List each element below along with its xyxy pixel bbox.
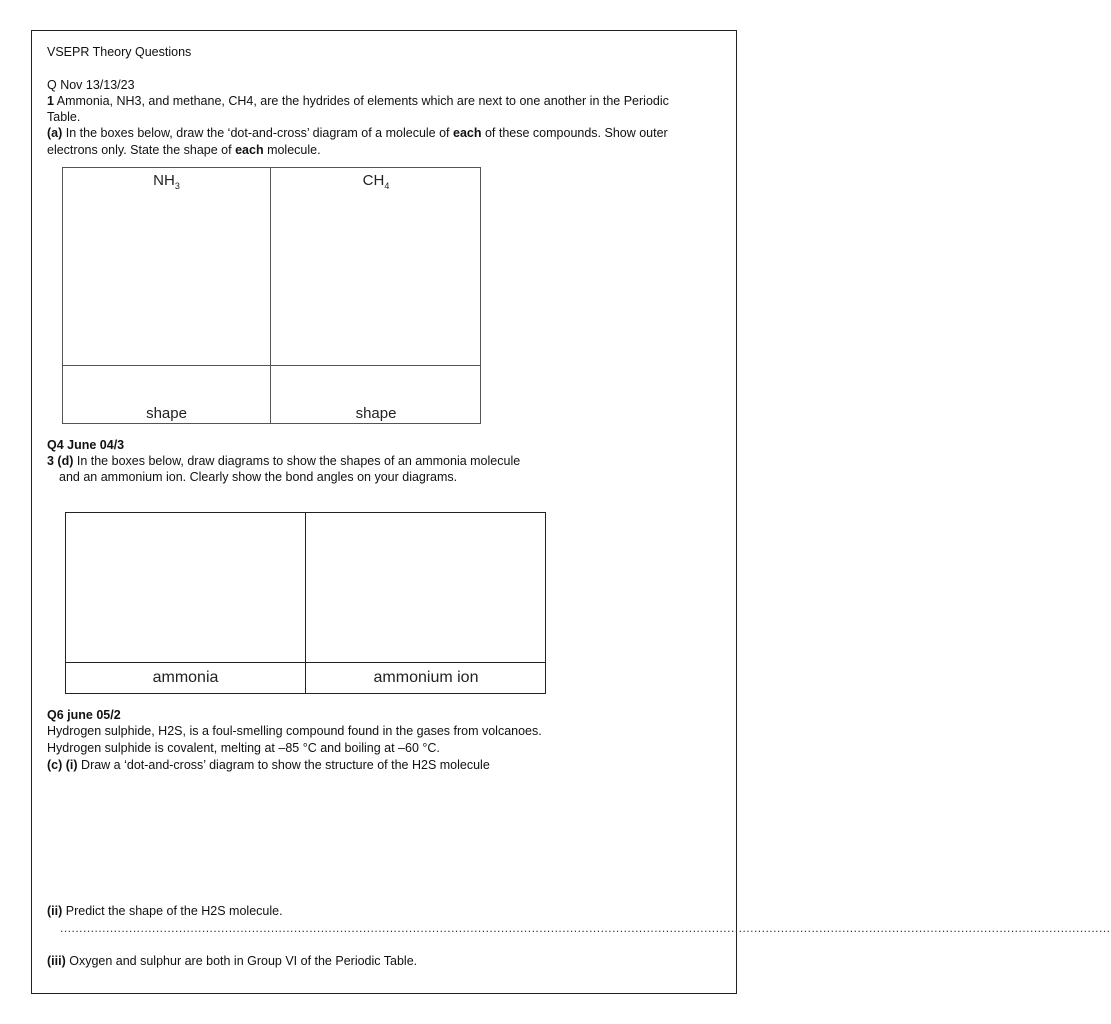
ch4-drawing-box[interactable] <box>271 168 481 365</box>
part-a-text: In the boxes below, draw the ‘dot-and-cross’ diagram of a molecule of <box>62 126 453 140</box>
ammonium-ion-label: ammonium ion <box>373 669 479 686</box>
question-6-part-ii <box>47 903 283 919</box>
ammonium-drawing-box[interactable] <box>306 513 546 662</box>
answer-dotted-line[interactable]: .................................................................................................................................................................................................................................................................................. <box>60 921 1111 935</box>
question-6-line-1: Hydrogen sulphide, H2S, is a foul-smelling compound found in the gases from volcanoes. <box>47 724 542 738</box>
question-4-part-label: 3 (d) <box>47 454 74 468</box>
part-a-text-end: molecule. <box>263 143 321 157</box>
part-a-text-cont: of these compounds. Show outer <box>481 126 668 140</box>
ammonia-drawing-box[interactable] <box>66 513 305 662</box>
part-ii-label: (ii) <box>47 904 63 918</box>
question-1-line-2: Table. <box>47 110 81 124</box>
question-1-text: Ammonia, NH3, and methane, CH4, are the hydrides of elements which are next to one another in the Periodic <box>53 94 669 108</box>
part-a-emphasis-2: each <box>235 143 264 157</box>
question-1a-line-1 <box>47 125 668 141</box>
ch4-formula: CH <box>362 172 385 189</box>
question-6-part-iii <box>47 953 417 969</box>
nh3-column-header <box>63 172 270 191</box>
nh3-shape-label: shape <box>146 405 187 422</box>
ch4-shape-label: shape <box>355 405 397 422</box>
question-4-reference: Q4 June 04/3 <box>47 438 125 452</box>
worksheet-title: VSEPR Theory Questions <box>47 45 192 59</box>
question-1-number: 1 <box>47 94 54 108</box>
part-a-label: (a) <box>47 126 63 140</box>
nh3-subscript: 3 <box>174 181 180 191</box>
question-1-reference: Q Nov 13/13/23 <box>47 78 135 92</box>
question-6-part-c-i <box>47 757 490 773</box>
question-4-line-2: and an ammonium ion. Clearly show the bond angles on your diagrams. <box>59 470 458 484</box>
part-ii-text: Predict the shape of the H2S molecule. <box>62 904 283 918</box>
part-a-text-line2: electrons only. State the shape of <box>47 143 236 157</box>
nh3-drawing-box[interactable] <box>63 168 270 365</box>
question-6-reference: Q6 june 05/2 <box>47 708 121 722</box>
ch4-subscript: 4 <box>384 181 390 191</box>
question-4-text: In the boxes below, draw diagrams to show the shapes of an ammonia molecule <box>73 454 521 468</box>
table-divider-horizontal <box>66 662 546 663</box>
question-1-line-1 <box>47 93 669 109</box>
part-a-emphasis: each <box>453 126 482 140</box>
shapes-answer-table <box>65 512 546 694</box>
part-iii-label: (iii) <box>47 954 66 968</box>
ch4-column-header <box>271 172 481 191</box>
question-4-line-1 <box>47 453 520 469</box>
question-6-line-2: Hydrogen sulphide is covalent, melting at –85 °C and boiling at –60 °C. <box>47 741 440 755</box>
part-c-i-text: Draw a ‘dot-and-cross’ diagram to show the structure of the H2S molecule <box>77 758 490 772</box>
part-c-i-label: (c) (i) <box>47 758 78 772</box>
question-1a-line-2 <box>47 142 321 158</box>
nh3-formula: NH <box>153 172 175 189</box>
part-iii-text: Oxygen and sulphur are both in Group VI of the Periodic Table. <box>65 954 418 968</box>
dot-cross-answer-table <box>62 167 481 424</box>
ammonia-label: ammonia <box>152 669 219 686</box>
